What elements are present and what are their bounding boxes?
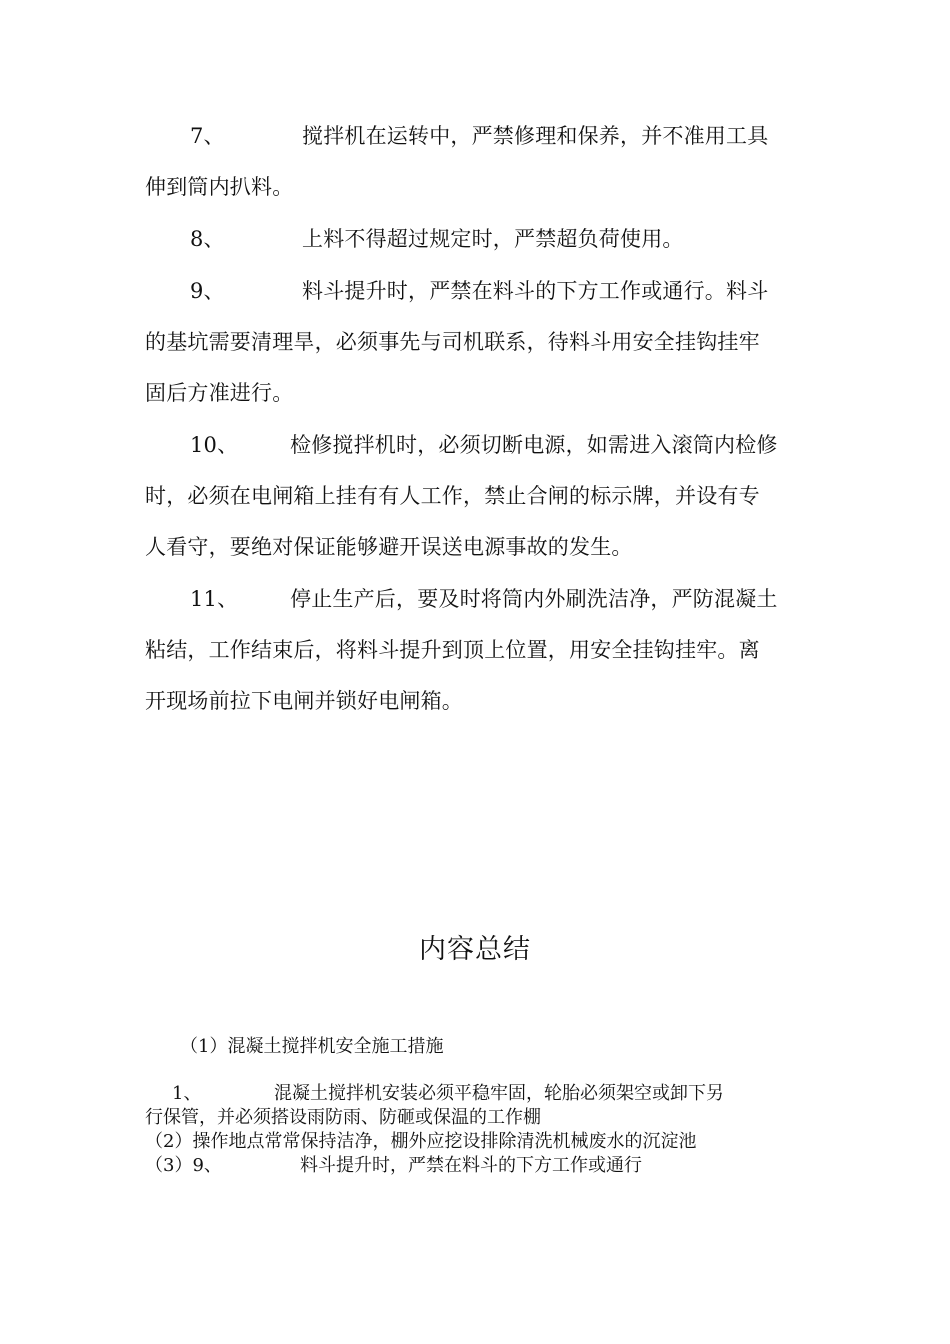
item-10-text-1: 检修搅拌机时，必须切断电源，如需进入滚筒内检修 [290, 433, 778, 457]
summary-heading: （1）混凝土搅拌机安全施工措施 [180, 1036, 444, 1057]
item-7-text-1: 搅拌机在运转中，严禁修理和保养，并不准用工具 [302, 124, 769, 148]
item-8 [145, 214, 810, 265]
item-11-line-1 [145, 574, 810, 625]
item-10-line-1 [145, 420, 810, 471]
item-11-number: 11、 [190, 587, 239, 611]
item-10-line-2: 时，必须在电闸箱上挂有有人工作，禁止合闸的标示牌，并设有专 [145, 484, 760, 508]
summary-item-1-line-1 [172, 1083, 724, 1105]
item-11-line-2: 粘结，工作结束后，将料斗提升到顶上位置，用安全挂钩挂牢。离 [145, 638, 760, 662]
item-7-line-2: 伸到筒内扒料。 [145, 175, 294, 199]
summary-item-1-text: 混凝土搅拌机安装必须平稳牢固，轮胎必须架空或卸下另 [274, 1083, 724, 1104]
item-9 [145, 266, 810, 419]
item-10 [145, 420, 810, 573]
item-11-line-3: 开现场前拉下电闸并锁好电闸箱。 [145, 689, 463, 713]
item-9-line-2: 的基坑需要清理旱，必须事先与司机联系，待料斗用安全挂钩挂牢 [145, 330, 760, 354]
summary-item-1-line-2: 行保管，并必须搭设雨防雨、防砸或保温的工作棚 [145, 1107, 541, 1128]
item-9-text-1: 料斗提升时，严禁在料斗的下方工作或通行。料斗 [302, 279, 769, 303]
item-11-text-1: 停止生产后，要及时将筒内外刷洗洁净，严防混凝土 [290, 587, 778, 611]
summary-item-3-prefix: （3）9、 [145, 1155, 222, 1176]
summary-item-3-text: 料斗提升时，严禁在料斗的下方工作或通行 [300, 1155, 642, 1176]
item-7 [145, 111, 810, 213]
item-7-number: 7、 [190, 124, 225, 148]
item-9-line-1 [145, 266, 810, 317]
item-8-text-1: 上料不得超过规定时，严禁超负荷使用。 [302, 227, 684, 251]
item-9-line-3: 固后方准进行。 [145, 381, 294, 405]
summary-item-1-number: 1、 [172, 1083, 202, 1104]
item-11 [145, 574, 810, 727]
item-8-line-1 [145, 214, 810, 265]
item-9-number: 9、 [190, 279, 225, 303]
item-10-number: 10、 [190, 433, 239, 457]
summary-item-3 [145, 1155, 642, 1177]
summary-item-2: （2）操作地点常常保持洁净，棚外应挖设排除清洗机械废水的沉淀池 [145, 1131, 697, 1152]
summary-title: 内容总结 [419, 934, 531, 965]
item-7-line-1 [145, 111, 810, 162]
item-10-line-3: 人看守，要绝对保证能够避开误送电源事故的发生。 [145, 535, 633, 559]
item-8-number: 8、 [190, 227, 225, 251]
